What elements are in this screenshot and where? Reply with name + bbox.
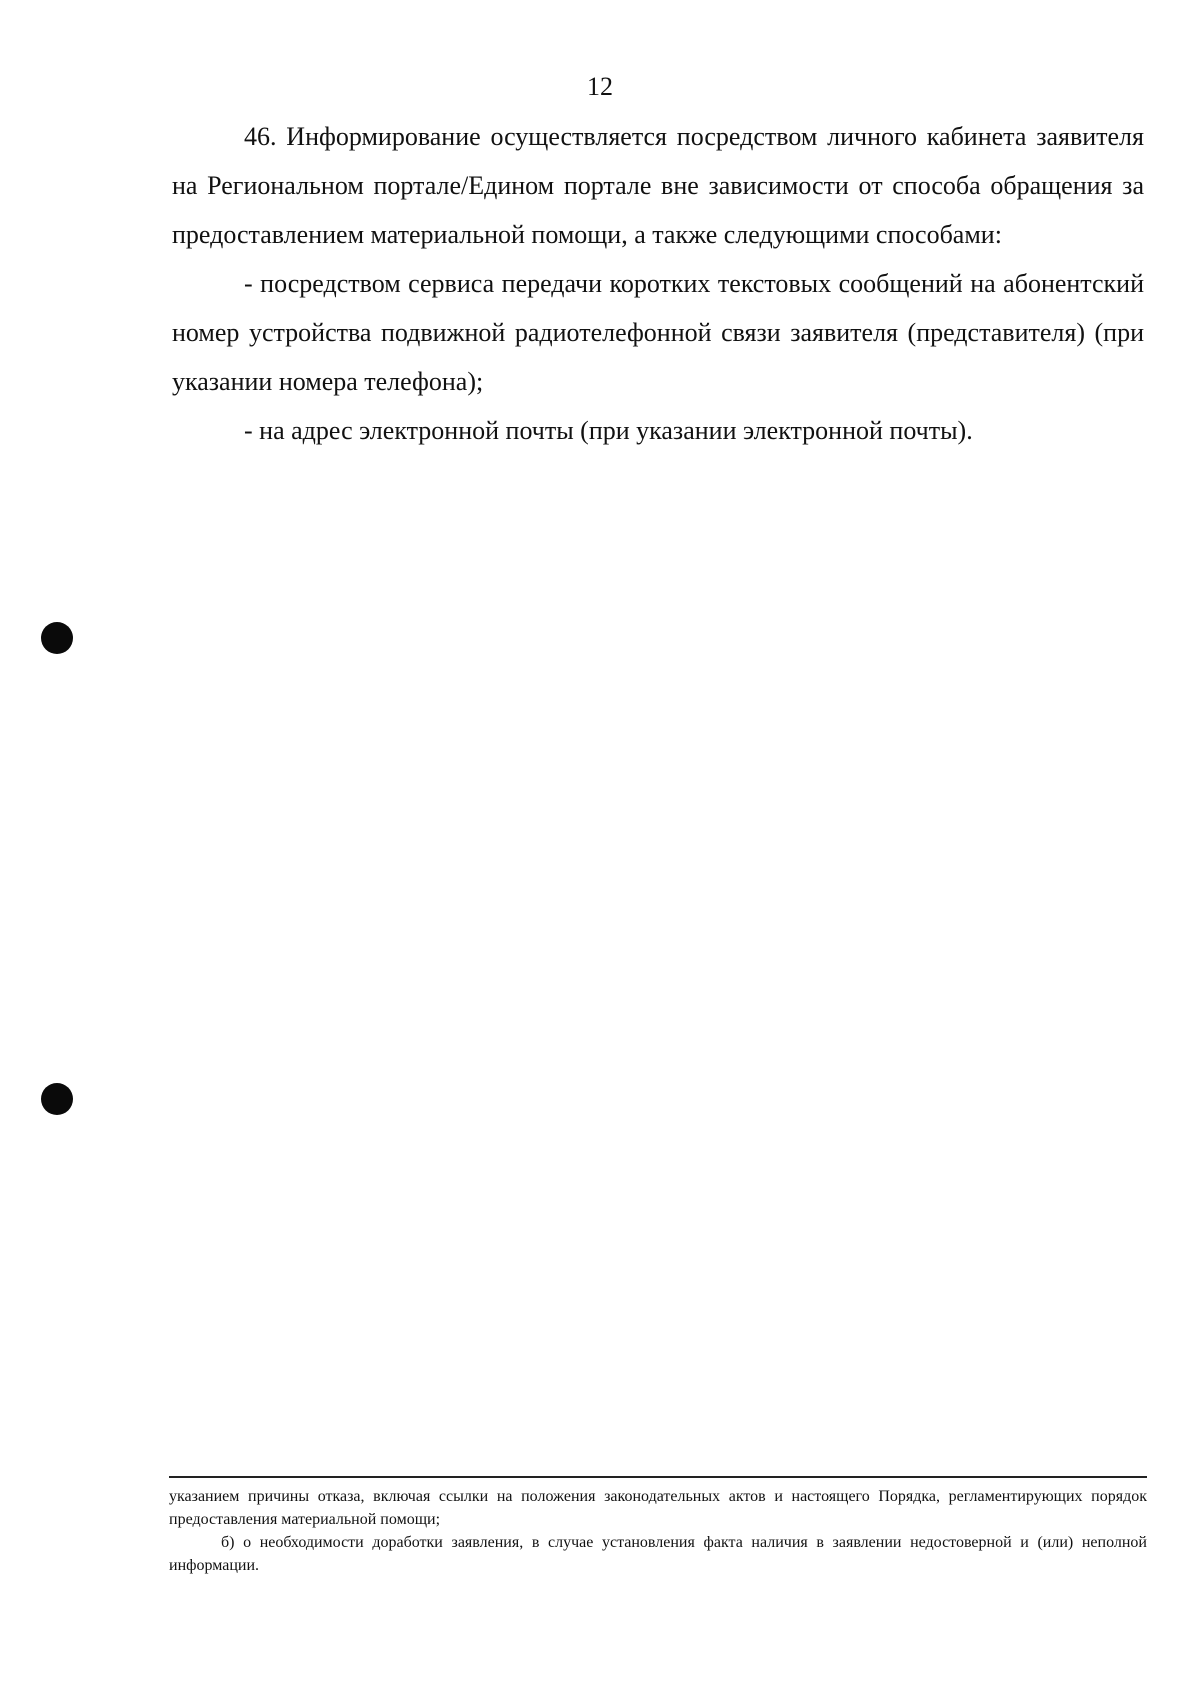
document-body (172, 112, 1144, 455)
footnote-divider (169, 1476, 1147, 1478)
footnote-item-b: б) о необходимости доработки заявления, в случае установления факта наличия в заявлении недостоверной и (или) неполной информации. (169, 1534, 1147, 1574)
punch-hole-bottom (41, 1083, 73, 1115)
footnote-continuation: указанием причины отказа, включая ссылки на положения законодательных актов и настоящего Порядка, регламентирующих порядок предоставления материальной помощи; (169, 1488, 1147, 1528)
paragraph-46: 46. Информирование осуществляется посредством личного кабинета заявителя на Региональном портале/Едином портале вне зависимости от способа обращения за предоставлением материальной помощи, а также следующими способами: (172, 122, 1144, 249)
footnotes (169, 1485, 1147, 1577)
list-item-email: - на адрес электронной почты (при указании электронной почты). (244, 416, 973, 445)
list-item-sms: - посредством сервиса передачи коротких текстовых сообщений на абонентский номер устройства подвижной радиотелефонной связи заявителя (представителя) (при указании номера телефона); (172, 269, 1144, 396)
page-number: 12 (587, 72, 613, 101)
punch-hole-top (41, 622, 73, 654)
